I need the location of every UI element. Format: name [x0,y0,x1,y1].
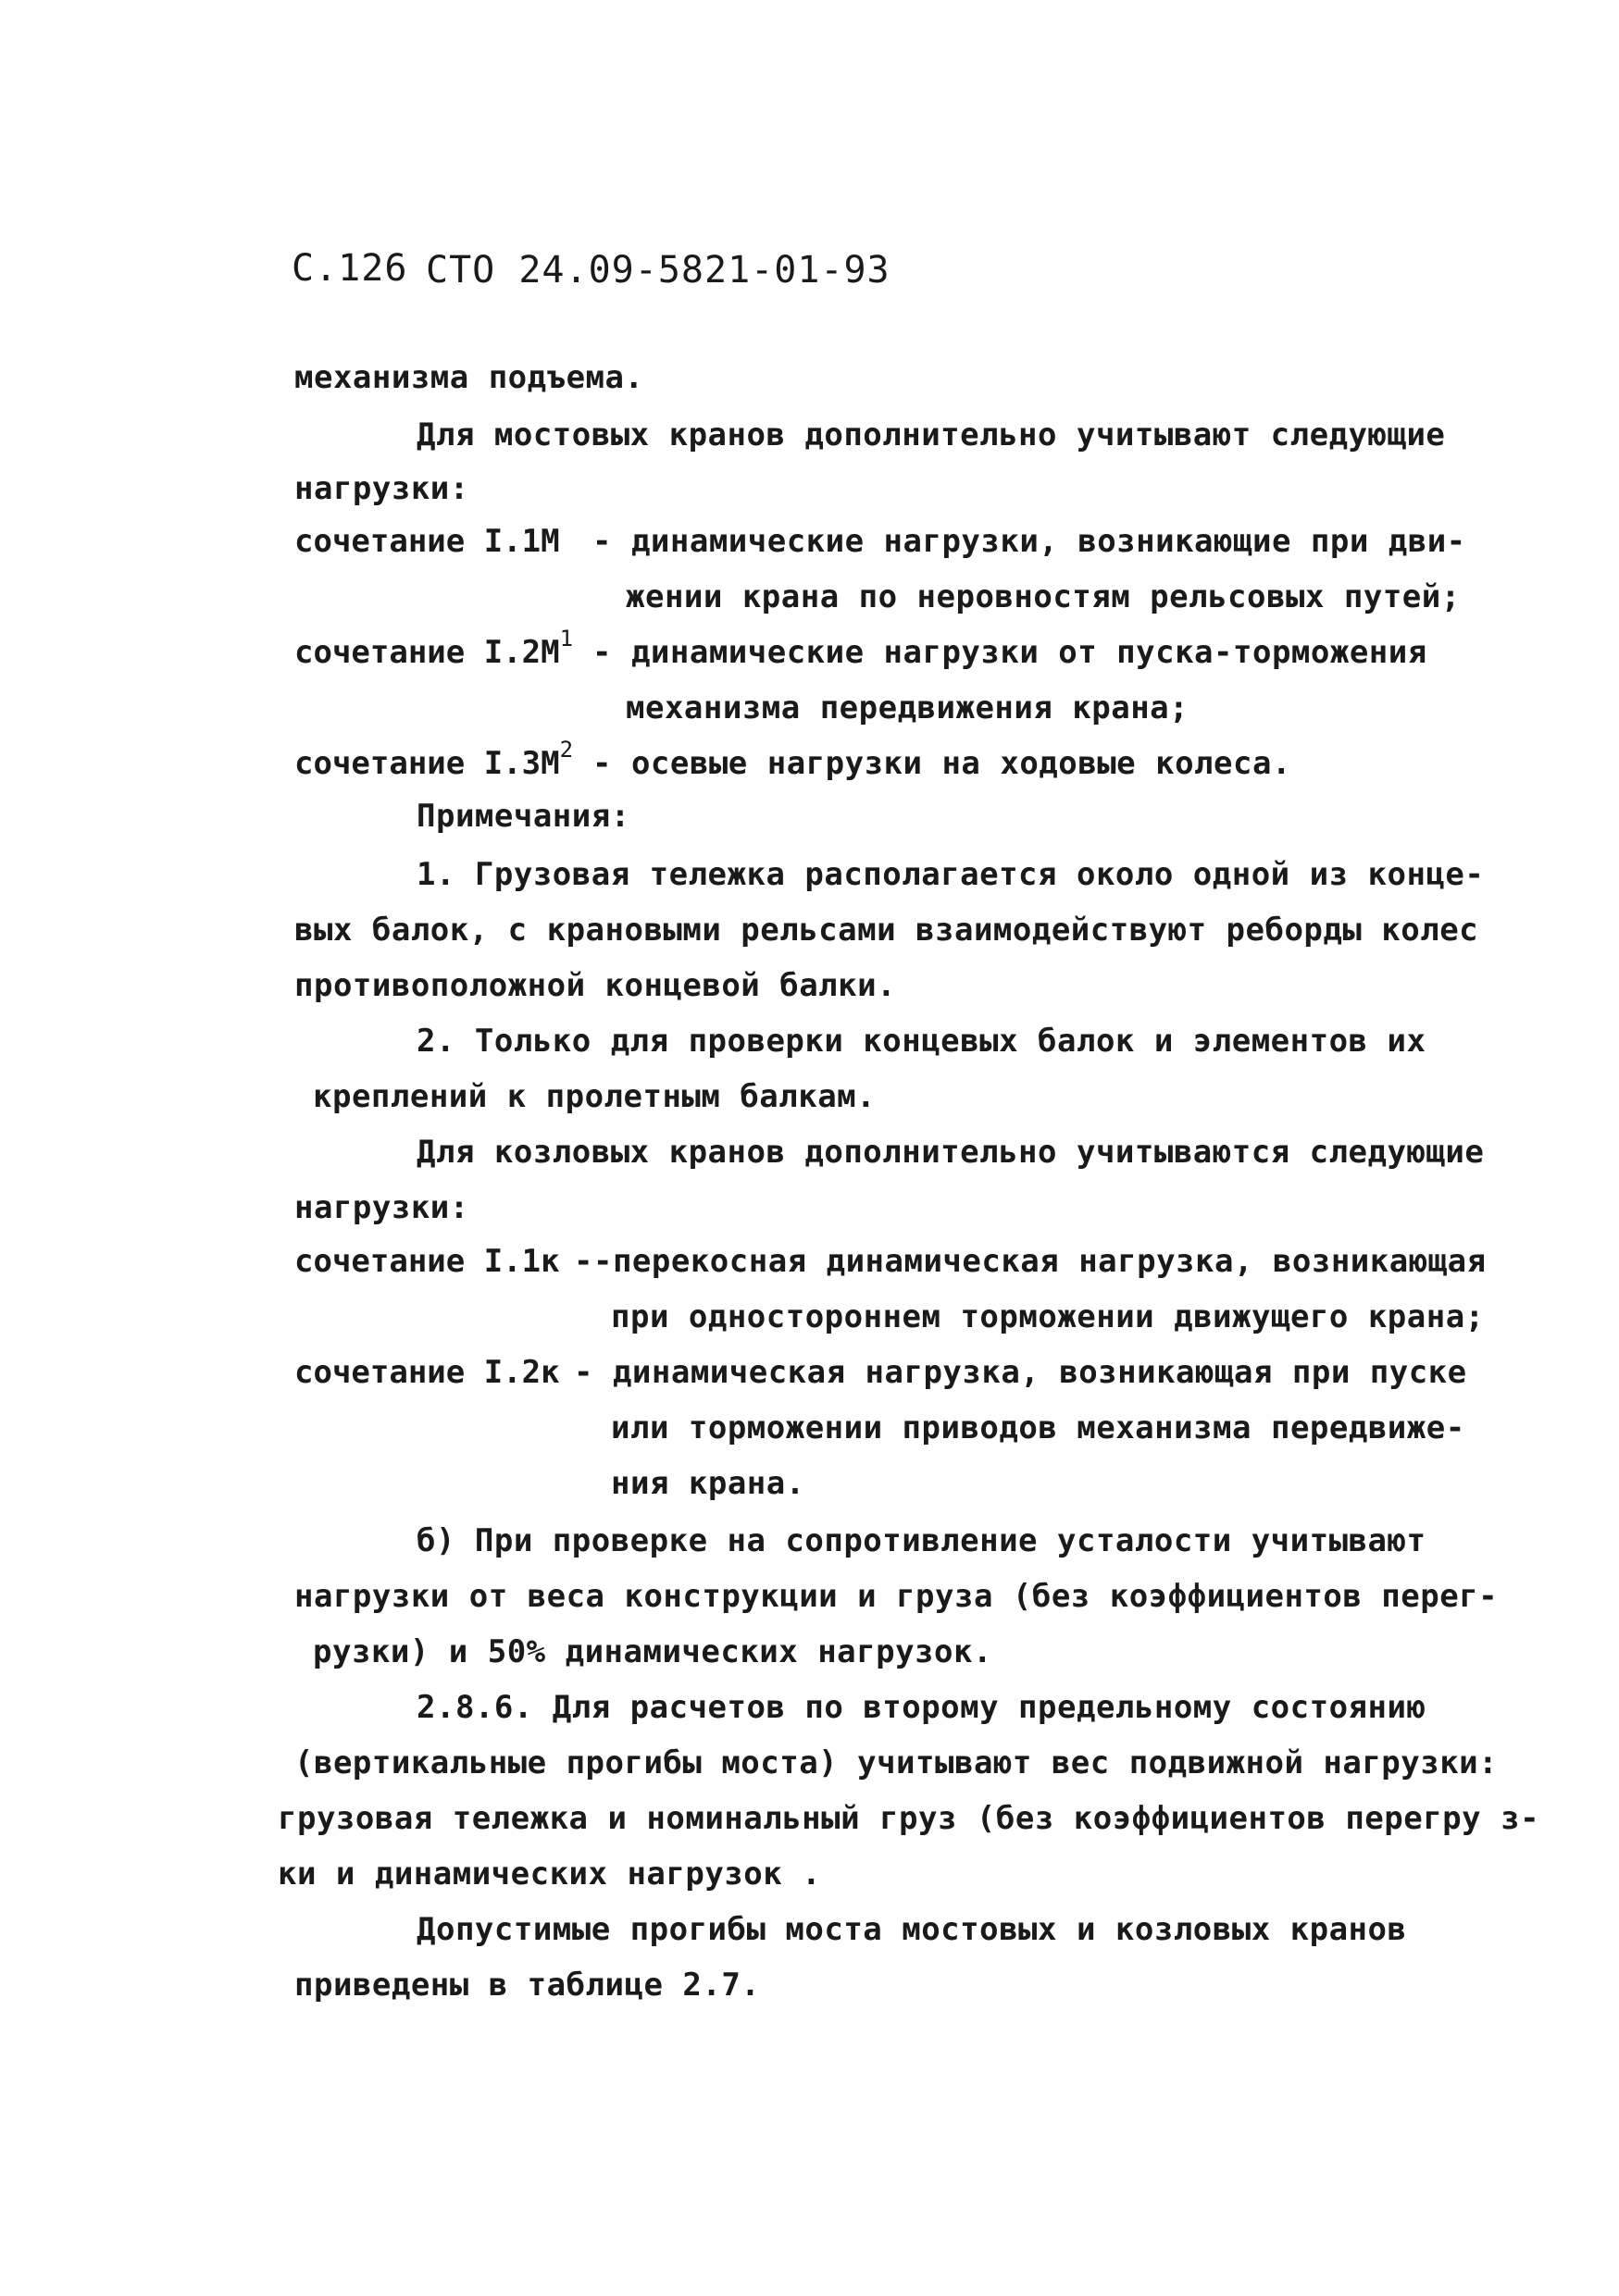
text-line: нагрузки: [294,470,469,507]
text-line: нагрузки: [294,1189,469,1226]
text-line: - динамическая нагрузка, возникающая при пуске [574,1354,1467,1391]
text-line: - динамические нагрузки от пуска-торможения [592,634,1427,671]
text-line: креплений к пролетным балкам. [313,1078,877,1115]
text-line: противоположной концевой балки. [294,967,897,1004]
text-line: вых балок, с крановыми рельсами взаимодействуют реборды колес [294,912,1479,949]
text-line: ния крана. [611,1465,805,1502]
page-number: С.126 [292,247,408,290]
text-line: или торможении приводов механизма передвиже- [611,1409,1465,1446]
label-text: сочетание I.3М [294,745,560,782]
text-line: --перекосная динамическая нагрузка, возникающая [574,1243,1487,1280]
text-line: ки и динамических нагрузок . [278,1855,822,1893]
combination-label: сочетание I.1к [294,1243,560,1280]
footnote-mark: 1 [559,625,574,652]
notes-heading: Примечания: [417,798,630,835]
footnote-mark: 2 [559,736,574,763]
combination-label [294,736,574,782]
text-line: - динамические нагрузки, возникающие при дви- [592,523,1466,560]
text-line: нагрузки от веса конструкции и груза (без коэффициентов перег- [294,1578,1499,1615]
text-line: 2.8.6. Для расчетов по второму предельному состоянию [417,1689,1426,1726]
text-line: Допустимые прогибы моста мостовых и козловых кранов [417,1911,1407,1948]
text-line: Для козловых кранов дополнительно учитываются следующие [417,1134,1485,1171]
text-line: б) При проверке на сопротивление усталости учитывают [417,1522,1426,1559]
text-line: - осевые нагрузки на ходовые колеса. [592,745,1291,782]
text-line: 2. Только для проверки концевых балок и элементов их [417,1023,1426,1060]
text-line: механизма передвижения крана; [626,689,1189,726]
text-line: 1. Грузовая тележка располагается около одной из конце- [417,856,1485,893]
label-text: сочетание I.2М [294,634,560,671]
combination-label: сочетание I.2к [294,1354,560,1391]
text-line: Для мостовых кранов дополнительно учитывают следующие [417,416,1446,453]
combination-label: сочетание I.1М [294,523,560,560]
text-line: рузки) и 50% динамических нагрузок. [313,1633,992,1670]
text-line: (вертикальные прогибы моста) учитывают вес подвижной нагрузки: [294,1744,1499,1781]
standard-code: СТО 24.09-5821-01-93 [426,249,890,292]
text-line: приведены в таблице 2.7. [294,1967,761,2004]
text-line: жении крана по неровностям рельсовых путей; [626,578,1461,615]
text-line: механизма подъема. [294,359,644,396]
combination-label [294,625,574,671]
text-line: грузовая тележка и номинальный груз (без коэффициентов перегру з- [278,1800,1540,1837]
text-line: при одностороннем торможении движущего крана; [611,1298,1485,1335]
